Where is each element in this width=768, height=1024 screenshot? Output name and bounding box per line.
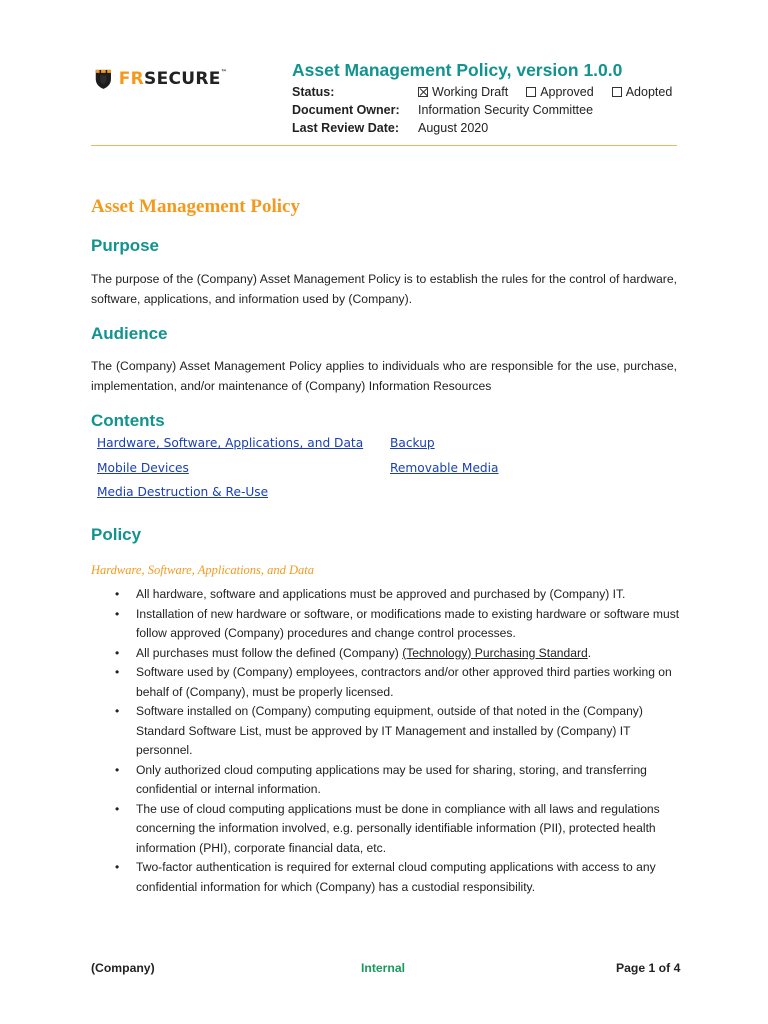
review-value: August 2020 bbox=[418, 121, 489, 135]
review-row bbox=[292, 119, 488, 137]
status-row bbox=[292, 83, 690, 101]
status-option-label: Working Draft bbox=[432, 85, 509, 99]
policy-heading: Policy bbox=[91, 525, 142, 544]
list-item: • The use of cloud computing applications must be done in compliance with all laws and regulations concerning the information involved, e.g. personally identifiable information (PII), protected health information (PHI), corporate financial data, etc. bbox=[0, 800, 686, 859]
logo-secure-text: SECURE bbox=[144, 69, 221, 89]
list-item: • Two-factor authentication is required for external cloud computing applications with access to any confidential information for which (Company) has a custodial responsibility. bbox=[0, 858, 686, 897]
bullet-text: All purchases must follow the defined (Company) bbox=[136, 645, 403, 660]
list-item: • All hardware, software and applications must be approved and purchased by (Company) IT. bbox=[0, 585, 686, 605]
contents-heading: Contents bbox=[91, 411, 165, 430]
audience-text: The (Company) Asset Management Policy applies to individuals who are responsible for the use, purchase, implementation, and/or maintenance of (Company) Information Resources bbox=[91, 359, 677, 393]
review-label: Last Review Date: bbox=[292, 121, 399, 135]
toc-link-removable-media[interactable]: Removable Media bbox=[390, 461, 499, 475]
logo-wordmark bbox=[119, 69, 227, 89]
document-title: Asset Management Policy, version 1.0.0 bbox=[292, 60, 623, 80]
toc-link-backup[interactable]: Backup bbox=[390, 436, 435, 450]
list-item: • Only authorized cloud computing applications may be used for sharing, storing, and transferring confidential or internal information. bbox=[0, 761, 686, 800]
bullet-text-end: . bbox=[587, 645, 592, 660]
list-item bbox=[0, 644, 686, 664]
policy-title: Asset Management Policy bbox=[91, 196, 300, 217]
checkbox-icon[interactable] bbox=[612, 87, 622, 97]
purchasing-standard-link[interactable]: (Technology) Purchasing Standard bbox=[402, 645, 588, 660]
policy-subheading: Hardware, Software, Applications, and Data bbox=[91, 563, 315, 577]
policy-bullet-list bbox=[0, 585, 768, 897]
status-option-label: Adopted bbox=[625, 85, 673, 99]
owner-value: Information Security Committee bbox=[418, 103, 594, 117]
owner-row bbox=[292, 101, 593, 119]
purpose-heading: Purpose bbox=[91, 236, 160, 255]
status-option-working-draft[interactable] bbox=[418, 83, 508, 101]
list-item: • Software used by (Company) employees, contractors and/or other approved third parties working on behalf of (Company), must be properly licensed. bbox=[0, 663, 686, 702]
list-item: • Software installed on (Company) computing equipment, outside of that noted in the (Company) Standard Software List, must be approved by IT Management and installed by (Company) IT personnel. bbox=[0, 702, 686, 761]
purpose-text: The purpose of the (Company) Asset Management Policy is to establish the rules for the control of hardware, software, applications, and information used by (Company). bbox=[91, 272, 677, 306]
toc-link-mobile-devices[interactable]: Mobile Devices bbox=[97, 461, 189, 475]
owner-label: Document Owner: bbox=[292, 103, 400, 117]
status-option-approved[interactable] bbox=[526, 83, 594, 101]
toc-link-hardware[interactable]: Hardware, Software, Applications, and Data bbox=[97, 436, 364, 450]
shield-logo-icon bbox=[95, 65, 112, 93]
logo-tm: ™ bbox=[220, 69, 227, 76]
status-label: Status: bbox=[292, 85, 335, 99]
audience-heading: Audience bbox=[91, 324, 168, 343]
logo-fr-text: FR bbox=[118, 69, 145, 89]
footer-page-number: Page 1 of 4 bbox=[616, 961, 681, 975]
checked-checkbox-icon[interactable] bbox=[418, 87, 428, 97]
header-divider bbox=[91, 145, 677, 146]
status-option-label: Approved bbox=[540, 85, 594, 99]
checkbox-icon[interactable] bbox=[526, 87, 536, 97]
footer-classification: Internal bbox=[361, 961, 406, 975]
footer-company: (Company) bbox=[91, 961, 155, 975]
list-item: • Installation of new hardware or software, or modifications made to existing hardware or software must follow approved (Company) procedures and change control processes. bbox=[0, 605, 686, 644]
status-option-adopted[interactable] bbox=[612, 83, 673, 101]
toc-link-media-destruction[interactable]: Media Destruction & Re-Use bbox=[97, 485, 269, 499]
frsecure-logo bbox=[95, 58, 227, 100]
status-options bbox=[418, 85, 690, 99]
